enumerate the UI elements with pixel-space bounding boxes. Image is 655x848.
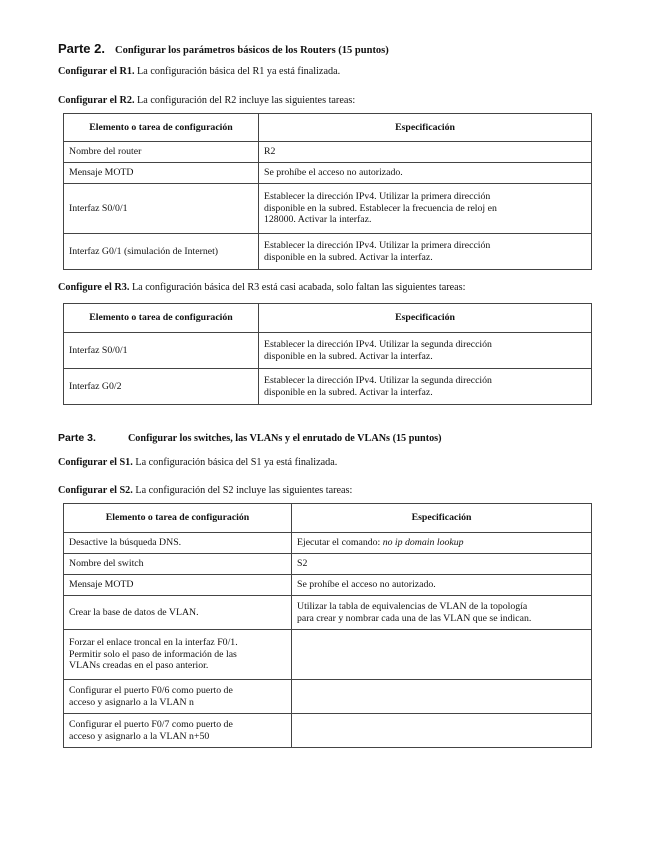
spec-line: Establecer la dirección IPv4. Utilizar la primera dirección [264, 239, 491, 251]
task-cell: Mensaje MOTD [64, 163, 259, 184]
spec-line: Establecer la dirección IPv4. Utilizar la segunda dirección [264, 374, 492, 386]
spec-line: disponible en la subred. Establecer la frecuencia de reloj en [264, 202, 497, 214]
spec-line: Establecer la dirección IPv4. Utilizar la segunda dirección [264, 338, 492, 350]
r3-text: La configuración básica del R3 está casi acabada, solo faltan las siguientes tareas: [131, 282, 466, 293]
table-row [64, 575, 592, 596]
spec-line: disponible en la subred. Activar la interfaz. [264, 350, 433, 362]
spec-line: Utilizar la tabla de equivalencias de VLAN de la topología [297, 600, 528, 612]
task-line: Forzar el enlace troncal en la interfaz F0/1. [69, 637, 238, 649]
task-line: Permitir solo el paso de información de las [69, 648, 237, 660]
r1-label: Configurar el R1. [58, 66, 135, 77]
header-spec: Especificación [259, 114, 592, 142]
task-line: VLANs creadas en el paso anterior. [69, 660, 209, 672]
task-line: acceso y asignarlo a la VLAN n [69, 696, 194, 708]
table-row [64, 369, 592, 405]
s1-text: La configuración básica del S1 ya está finalizada. [135, 457, 338, 468]
spec-cell [292, 680, 592, 714]
r2-paragraph [58, 95, 355, 106]
spec-cell: Se prohíbe el acceso no autorizado. [259, 163, 592, 184]
spec-cell [292, 630, 592, 680]
task-cell: Nombre del switch [64, 554, 292, 575]
spec-cell: S2 [292, 554, 592, 575]
header-spec: Especificación [292, 504, 592, 533]
task-line: acceso y asignarlo a la VLAN n+50 [69, 730, 210, 742]
spec-line: para crear y nombrar cada una de las VLAN que se indican. [297, 612, 532, 624]
part3-heading [58, 428, 442, 446]
spec-prefix: Ejecutar el comando: [297, 537, 383, 549]
part2-heading [58, 40, 389, 58]
table-header-row [64, 114, 592, 142]
s2-paragraph [58, 485, 352, 496]
command-text: no ip domain lookup [382, 537, 464, 549]
task-cell: Desactive la búsqueda DNS. [64, 533, 292, 554]
table-row [64, 184, 592, 234]
table-row [64, 234, 592, 270]
s2-label: Configurar el S2. [58, 485, 133, 496]
r1-paragraph [58, 66, 340, 77]
table-header-row [64, 504, 592, 533]
task-cell: Interfaz S0/0/1 [64, 184, 259, 234]
header-task: Elemento o tarea de configuración [64, 304, 259, 333]
part2-number: Parte 2. [58, 41, 105, 56]
spec-cell [292, 714, 592, 748]
task-cell: Interfaz G0/1 (simulación de Internet) [64, 234, 259, 270]
r2-config-table [63, 113, 592, 270]
table-row [64, 680, 592, 714]
task-cell: Mensaje MOTD [64, 575, 292, 596]
s1-paragraph [58, 457, 337, 468]
r3-label: Configure el R3. [58, 282, 130, 293]
table-row [64, 142, 592, 163]
spec-line: disponible en la subred. Activar la interfaz. [264, 251, 433, 263]
spec-cell [292, 533, 592, 554]
spec-line: 128000. Activar la interfaz. [264, 214, 372, 226]
header-task: Elemento o tarea de configuración [64, 114, 259, 142]
table-row [64, 596, 592, 630]
header-spec: Especificación [259, 304, 592, 333]
table-row [64, 714, 592, 748]
task-cell: Interfaz S0/0/1 [64, 333, 259, 369]
task-cell [64, 630, 292, 680]
task-line: Configurar el puerto F0/7 como puerto de [69, 718, 233, 730]
task-cell: Crear la base de datos de VLAN. [64, 596, 292, 630]
table-row [64, 333, 592, 369]
task-cell [64, 714, 292, 748]
part3-number: Parte 3. [58, 432, 96, 444]
task-cell: Interfaz G0/2 [64, 369, 259, 405]
task-line: Configurar el puerto F0/6 como puerto de [69, 684, 233, 696]
r3-config-table [63, 303, 592, 405]
spec-cell [259, 369, 592, 405]
spec-cell: Se prohíbe el acceso no autorizado. [292, 575, 592, 596]
spec-line: Establecer la dirección IPv4. Utilizar la primera dirección [264, 191, 491, 203]
r2-text: La configuración del R2 incluye las siguientes tareas: [137, 95, 356, 106]
s2-text: La configuración del S2 incluye las siguientes tareas: [135, 485, 353, 496]
spec-cell [292, 596, 592, 630]
table-row [64, 163, 592, 184]
spec-cell [259, 234, 592, 270]
spec-cell: R2 [259, 142, 592, 163]
part2-title: Configurar los parámetros básicos de los Routers (15 puntos) [114, 45, 389, 56]
spec-cell [259, 184, 592, 234]
part3-title: Configurar los switches, las VLANs y el enrutado de VLANs (15 puntos) [127, 433, 442, 444]
header-task: Elemento o tarea de configuración [64, 504, 292, 533]
r2-label: Configurar el R2. [58, 95, 135, 106]
task-cell [64, 680, 292, 714]
r3-paragraph [58, 282, 465, 293]
table-header-row [64, 304, 592, 333]
r1-text: La configuración básica del R1 ya está finalizada. [137, 66, 341, 77]
spec-line: disponible en la subred. Activar la interfaz. [264, 386, 433, 398]
table-row [64, 533, 592, 554]
task-cell: Nombre del router [64, 142, 259, 163]
table-row [64, 630, 592, 680]
spec-cell [259, 333, 592, 369]
s2-config-table [63, 503, 592, 748]
s1-label: Configurar el S1. [58, 457, 133, 468]
table-row [64, 554, 592, 575]
